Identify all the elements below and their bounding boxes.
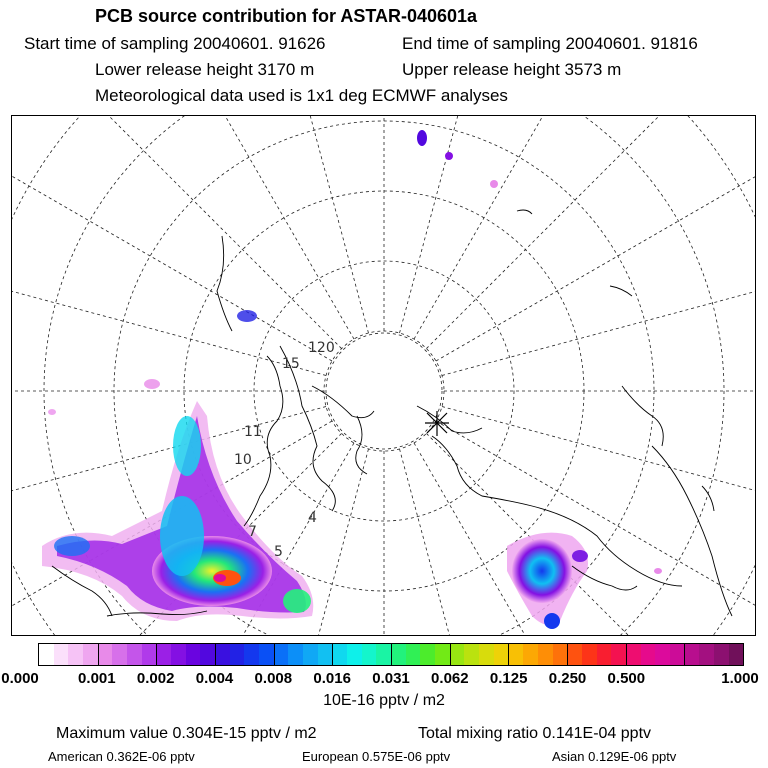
colorbar-divider xyxy=(391,644,392,665)
start-time-text: Start time of sampling 20040601. 91626 xyxy=(24,34,326,53)
colorbar-swatch xyxy=(230,644,245,665)
colorbar-divider xyxy=(508,644,509,665)
contour-label: 10 xyxy=(234,452,252,468)
contour-label: 15 xyxy=(282,356,300,372)
colorbar-swatch xyxy=(127,644,142,665)
colorbar-swatch xyxy=(611,644,626,665)
colorbar-tick-label: 0.002 xyxy=(136,670,175,687)
colorbar-divider xyxy=(450,644,451,665)
colorbar-swatch xyxy=(332,644,347,665)
colorbar-swatch xyxy=(406,644,421,665)
colorbar-swatch xyxy=(171,644,186,665)
colorbar-unit: 10E-16 pptv / m2 xyxy=(323,692,445,709)
map-panel xyxy=(11,115,756,636)
colorbar-tick-label: 0.062 xyxy=(431,670,469,687)
colorbar-swatch xyxy=(259,644,274,665)
colorbar-swatch xyxy=(450,644,465,665)
colorbar-swatch xyxy=(420,644,435,665)
colorbar-swatch xyxy=(509,644,524,665)
end-time-text: End time of sampling 20040601. 91816 xyxy=(402,34,698,53)
colorbar-swatch xyxy=(538,644,553,665)
colorbar-swatch xyxy=(112,644,127,665)
colorbar-swatch xyxy=(347,644,362,665)
colorbar xyxy=(38,643,744,666)
colorbar-swatch xyxy=(288,644,303,665)
colorbar-tick-label: 0.125 xyxy=(489,670,528,687)
american-text: American 0.362E-06 pptv xyxy=(48,749,195,764)
colorbar-swatch xyxy=(186,644,201,665)
contour-label: 120 xyxy=(308,340,335,356)
total-mixing-text: Total mixing ratio 0.141E-04 pptv xyxy=(418,725,652,742)
colorbar-swatch xyxy=(142,644,157,665)
lower-release-text: Lower release height 3170 m xyxy=(95,60,315,79)
colorbar-swatch xyxy=(39,644,54,665)
colorbar-swatch xyxy=(83,644,98,665)
contour-label: 5 xyxy=(274,544,283,560)
colorbar-swatch xyxy=(479,644,494,665)
colorbar-tick-label: 0.008 xyxy=(254,670,293,687)
colorbar-divider xyxy=(684,644,685,665)
european-text: European 0.575E-06 pptv xyxy=(302,749,451,764)
colorbar-tick-label: 0.000 xyxy=(1,670,39,687)
contour-label: 4 xyxy=(308,510,317,526)
contour-labels xyxy=(234,340,335,560)
colorbar-divider xyxy=(567,644,568,665)
colorbar-tick-label: 0.001 xyxy=(78,670,116,687)
asian-text: Asian 0.129E-06 pptv xyxy=(552,749,677,764)
colorbar-swatch xyxy=(68,644,83,665)
colorbar-swatch xyxy=(274,644,289,665)
colorbar-swatch xyxy=(391,644,406,665)
colorbar-swatch xyxy=(582,644,597,665)
polar-map xyxy=(12,116,756,636)
colorbar-divider xyxy=(274,644,275,665)
contour-label: 7 xyxy=(248,524,257,540)
colorbar-divider xyxy=(98,644,99,665)
colorbar-swatch xyxy=(318,644,333,665)
plot-title: PCB source contribution for ASTAR-040601a xyxy=(95,6,478,26)
colorbar-tick-label: 0.031 xyxy=(372,670,410,687)
colorbar-divider xyxy=(156,644,157,665)
colorbar-swatch xyxy=(699,644,714,665)
colorbar-tick-label: 1.000 xyxy=(721,670,759,687)
met-data-text: Meteorological data used is 1x1 deg ECMWF analyses xyxy=(95,86,508,105)
colorbar-swatch xyxy=(244,644,259,665)
colorbar-swatch xyxy=(303,644,318,665)
colorbar-tick-label: 0.250 xyxy=(548,670,587,687)
colorbar-swatch xyxy=(362,644,377,665)
colorbar-swatch xyxy=(567,644,582,665)
colorbar-divider xyxy=(626,644,627,665)
contour-label: 11 xyxy=(244,424,262,440)
colorbar-divider xyxy=(332,644,333,665)
colorbar-swatch xyxy=(54,644,69,665)
colorbar-swatch xyxy=(215,644,230,665)
plume-american xyxy=(42,310,313,621)
colorbar-swatch xyxy=(200,644,215,665)
receptor-marker xyxy=(425,411,449,436)
colorbar-swatch xyxy=(156,644,171,665)
colorbar-swatch xyxy=(655,644,670,665)
colorbar-swatch xyxy=(98,644,113,665)
colorbar-swatch xyxy=(376,644,391,665)
colorbar-swatch xyxy=(597,644,612,665)
colorbar-swatch xyxy=(670,644,685,665)
colorbar-swatch xyxy=(626,644,641,665)
colorbar-swatch xyxy=(464,644,479,665)
colorbar-swatch xyxy=(729,644,744,665)
colorbar-swatch xyxy=(714,644,729,665)
colorbar-swatch xyxy=(641,644,656,665)
colorbar-tick-label: 0.004 xyxy=(195,670,234,687)
colorbar-swatch xyxy=(553,644,568,665)
colorbar-divider xyxy=(215,644,216,665)
colorbar-tick-label: 0.500 xyxy=(607,670,646,687)
plume-asian xyxy=(507,533,588,629)
upper-release-text: Upper release height 3573 m xyxy=(402,60,622,79)
colorbar-swatch xyxy=(494,644,509,665)
colorbar-swatch xyxy=(523,644,538,665)
colorbar-swatch xyxy=(435,644,450,665)
colorbar-tick-label: 0.016 xyxy=(313,670,351,687)
max-value-text: Maximum value 0.304E-15 pptv / m2 xyxy=(56,725,317,742)
colorbar-swatch xyxy=(685,644,700,665)
